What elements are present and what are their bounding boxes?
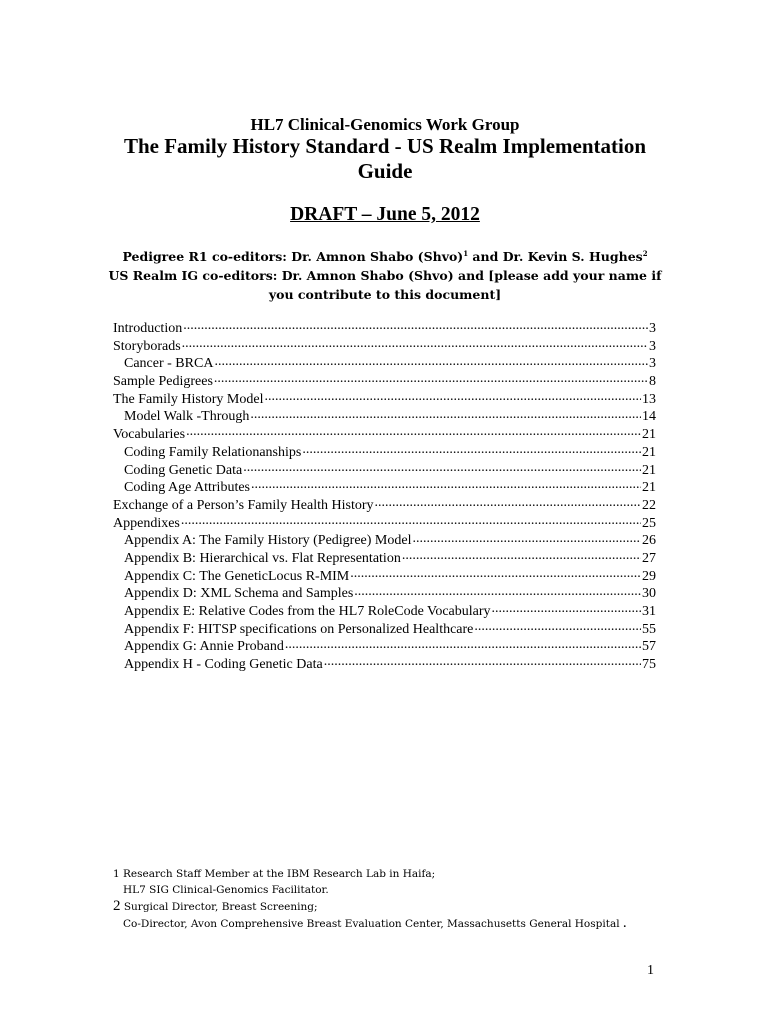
toc-dot-leader: [243, 460, 641, 474]
toc-entry-title: Vocabularies: [113, 427, 186, 443]
toc-entry-page: 13: [642, 391, 656, 407]
toc-entry[interactable]: [113, 477, 656, 495]
work-group-heading: HL7 Clinical-Genomics Work Group: [250, 115, 520, 134]
toc-entry-title: Sample Pedigrees: [113, 374, 213, 390]
toc-entry[interactable]: [113, 406, 656, 424]
toc-dot-leader: [285, 636, 641, 650]
toc-dot-leader: [251, 477, 641, 491]
toc-dot-leader: [183, 318, 648, 332]
toc-entry[interactable]: [113, 318, 656, 336]
toc-entry-page: 8: [649, 374, 656, 390]
toc-entry-page: 29: [642, 568, 656, 584]
toc-entry[interactable]: [113, 389, 656, 407]
toc-dot-leader: [412, 530, 641, 544]
toc-entry-title: Appendix D: XML Schema and Samples: [124, 586, 354, 602]
toc-dot-leader: [186, 424, 641, 438]
toc-entry-title: Exchange of a Person’s Family Health History: [113, 497, 374, 513]
toc-entry[interactable]: [113, 619, 656, 637]
toc-entry-title: Appendix E: Relative Codes from the HL7 RoleCode Vocabulary: [124, 604, 491, 619]
draft-date: DRAFT – June 5, 2012: [290, 204, 480, 225]
footnotes: [113, 866, 673, 932]
toc-entry-title: Appendix F: HITSP specifications on Personalized Healthcare: [124, 621, 474, 637]
toc-entry-title: Model Walk -Through: [124, 409, 250, 425]
toc-entry[interactable]: [113, 424, 656, 442]
toc-dot-leader: [350, 566, 641, 580]
toc-entry-page: 21: [642, 480, 656, 496]
toc-entry[interactable]: [113, 371, 656, 389]
toc-entry[interactable]: [113, 654, 656, 672]
toc-entry[interactable]: [113, 601, 656, 619]
toc-dot-leader: [214, 353, 648, 367]
footnote-ref-2: 2: [642, 248, 648, 258]
toc-entry-title: Cancer - BRCA: [124, 356, 214, 372]
toc-dot-leader: [324, 654, 641, 668]
us-realm-editors-line: US Realm IG co-editors: Dr. Amnon Shabo (Shvo) and [please add your name if you contribute to this document]: [108, 268, 662, 302]
editors-block: [108, 247, 662, 304]
toc-entry-page: 3: [649, 338, 656, 354]
toc-entry[interactable]: [113, 442, 656, 460]
toc-entry[interactable]: [113, 530, 656, 548]
toc-dot-leader: [265, 389, 642, 403]
toc-entry[interactable]: [113, 460, 656, 478]
toc-entry-title: Storyborads: [113, 338, 181, 354]
document-title: The Family History Standard - US Realm Implementation Guide: [123, 134, 647, 183]
toc-entry-page: 22: [642, 497, 656, 513]
table-of-contents: [113, 318, 656, 672]
footnote-2-line2: Co-Director, Avon Comprehensive Breast Evaluation Center, Massachusetts General Hospital .: [123, 915, 627, 931]
toc-dot-leader: [182, 336, 648, 350]
pedigree-editors-line: Pedigree R1 co-editors: Dr. Amnon Shabo (Shvo)$^1$ and Dr. Kevin S. Hughes$^2$: [122, 248, 648, 264]
toc-entry-title: Coding Genetic Data: [124, 462, 243, 478]
toc-entry-page: 57: [642, 639, 656, 655]
toc-entry-page: 21: [642, 444, 656, 460]
toc-dot-leader: [474, 619, 641, 633]
toc-entry-page: 27: [642, 550, 656, 566]
toc-dot-leader: [302, 442, 641, 456]
toc-dot-leader: [402, 548, 641, 562]
toc-entry-title: Appendix B: Hierarchical vs. Flat Representation: [124, 550, 401, 566]
toc-entry-page: 14: [642, 409, 656, 425]
page-number: 1: [647, 963, 654, 978]
toc-entry-title: Introduction: [113, 321, 183, 336]
toc-entry[interactable]: [113, 548, 656, 566]
toc-entry[interactable]: [113, 566, 656, 584]
toc-entry-title: Appendix G: Annie Proband: [124, 639, 284, 655]
footnote-2: 2 Surgical Director, Breast Screening;: [113, 898, 318, 914]
toc-entry[interactable]: [113, 336, 656, 354]
toc-entry-page: 31: [642, 604, 656, 619]
toc-entry-page: 26: [642, 533, 656, 549]
toc-entry-title: Appendix A: The Family History (Pedigree) Model: [124, 533, 412, 549]
footnote-1: 1 Research Staff Member at the IBM Research Lab in Haifa;: [113, 868, 436, 880]
toc-entry[interactable]: [113, 636, 656, 654]
toc-entry-page: 3: [649, 321, 656, 336]
toc-entry[interactable]: [113, 513, 656, 531]
toc-dot-leader: [214, 371, 648, 385]
toc-entry[interactable]: [113, 495, 656, 513]
toc-entry-title: Appendix C: The GeneticLocus R-MIM: [124, 568, 350, 584]
toc-entry-title: Coding Age Attributes: [124, 480, 250, 496]
toc-entry-title: The Family History Model: [113, 391, 264, 407]
toc-entry-title: Coding Family Relationanships: [124, 444, 302, 460]
toc-entry-page: 75: [642, 657, 656, 673]
toc-dot-leader: [354, 583, 641, 597]
toc-entry-title: Appendix H - Coding Genetic Data: [124, 657, 323, 673]
toc-dot-leader: [181, 513, 641, 527]
footnote-1-line2: HL7 SIG Clinical-Genomics Facilitator.: [123, 884, 329, 896]
toc-dot-leader: [250, 406, 641, 420]
toc-entry[interactable]: [113, 353, 656, 371]
toc-entry-title: Appendixes: [113, 515, 180, 531]
toc-dot-leader: [492, 601, 641, 615]
toc-entry-page: 21: [642, 427, 656, 443]
toc-dot-leader: [375, 495, 641, 509]
toc-entry-page: 55: [642, 621, 656, 637]
toc-entry-page: 25: [642, 515, 656, 531]
toc-entry-page: 21: [642, 462, 656, 478]
toc-entry[interactable]: [113, 583, 656, 601]
toc-entry-page: 30: [642, 586, 656, 602]
footnote-ref-1: 1: [463, 248, 469, 258]
toc-entry-page: 3: [649, 356, 656, 372]
